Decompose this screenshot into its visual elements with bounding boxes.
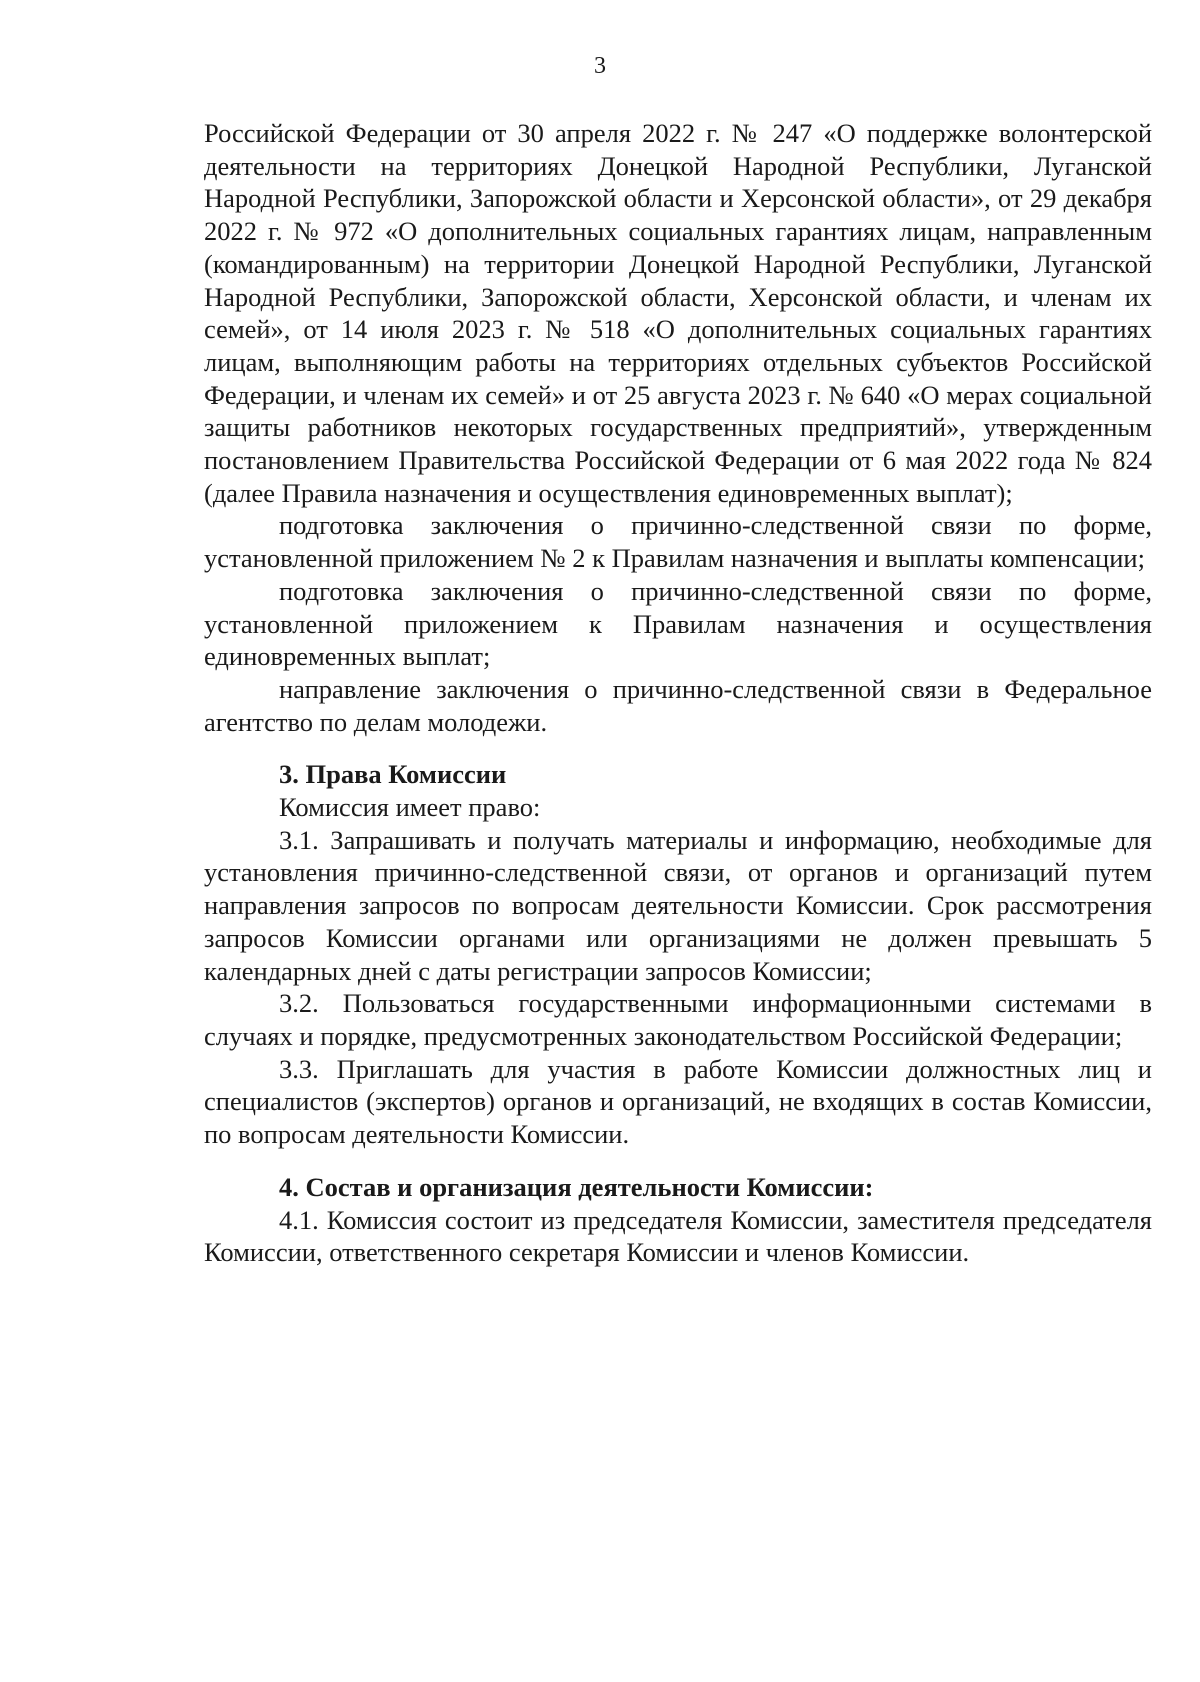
- section-3-intro: Комиссия имеет право:: [279, 792, 541, 823]
- section-4-item: 4.1. Комиссия состоит из председателя Комиссии, заместителя председателя Комиссии, ответственного секретаря Комиссии и членов Комиссии.: [204, 1204, 1152, 1268]
- section-3-item: 3.2. Пользоваться государственными информационными системами в случаях и порядке, предусмотренных законодательством Российской Федерации;: [204, 988, 1152, 1051]
- page-number: 3: [594, 53, 606, 79]
- paragraph-item: направление заключения о причинно-следственной связи в Федеральное агентство по делам молодежи.: [204, 673, 1152, 737]
- section-4-heading: 4. Состав и организация деятельности Комиссии:: [279, 1171, 874, 1202]
- section-3-heading: 3. Права Комиссии: [279, 759, 507, 790]
- paragraph-continuation: Российской Федерации от 30 апреля 2022 г. № 247 «О поддержке волонтерской деятельности на территориях Донецкой Народной Республики, Луганской Народной Республики, Запорожской области и Херсонской области», от 29 декабря 2022 г. № 972 «О дополнительных социальных гарантиях лицам, направленным (командированным) на территории Донецкой Народной Республики, Луганской Народной Республики, Запорожской области, Херсонской области, и членам их семей», от 14 июля 2023 г. № 518 «О дополнительных социальных гарантиях лицам, выполняющим работы на территориях отдельных субъектов Российской Федерации, и членам их семей» и от 25 августа 2023 г. № 640 «О мерах социальной защиты работников некоторых государственных предприятий», утвержденным постановлением Правительства Российской Федерации от 6 мая 2022 года № 824 (далее Правила назначения и осуществления единовременных выплат);: [204, 118, 1152, 508]
- paragraph-item: подготовка заключения о причинно-следственной связи по форме, установленной приложением № 2 к Правилам назначения и выплаты компенсации;: [204, 510, 1152, 574]
- paragraph-item: подготовка заключения о причинно-следственной связи по форме, установленной приложением к Правилам назначения и осуществления единовременных выплат;: [204, 575, 1152, 672]
- section-3-item: 3.1. Запрашивать и получать материалы и информацию, необходимые для установления причинно-следственной связи, от органов и организаций путем направления запросов по вопросам деятельности Комиссии. Срок рассмотрения запросов Комиссии органами или организациями не должен превышать 5 календарных дней с даты регистрации запросов Комиссии;: [204, 824, 1152, 986]
- section-3-item: 3.3. Приглашать для участия в работе Комиссии должностных лиц и специалистов (экспертов) органов и организаций, не входящих в состав Комиссии, по вопросам деятельности Комиссии.: [204, 1053, 1152, 1150]
- document-body: [204, 117, 1152, 1269]
